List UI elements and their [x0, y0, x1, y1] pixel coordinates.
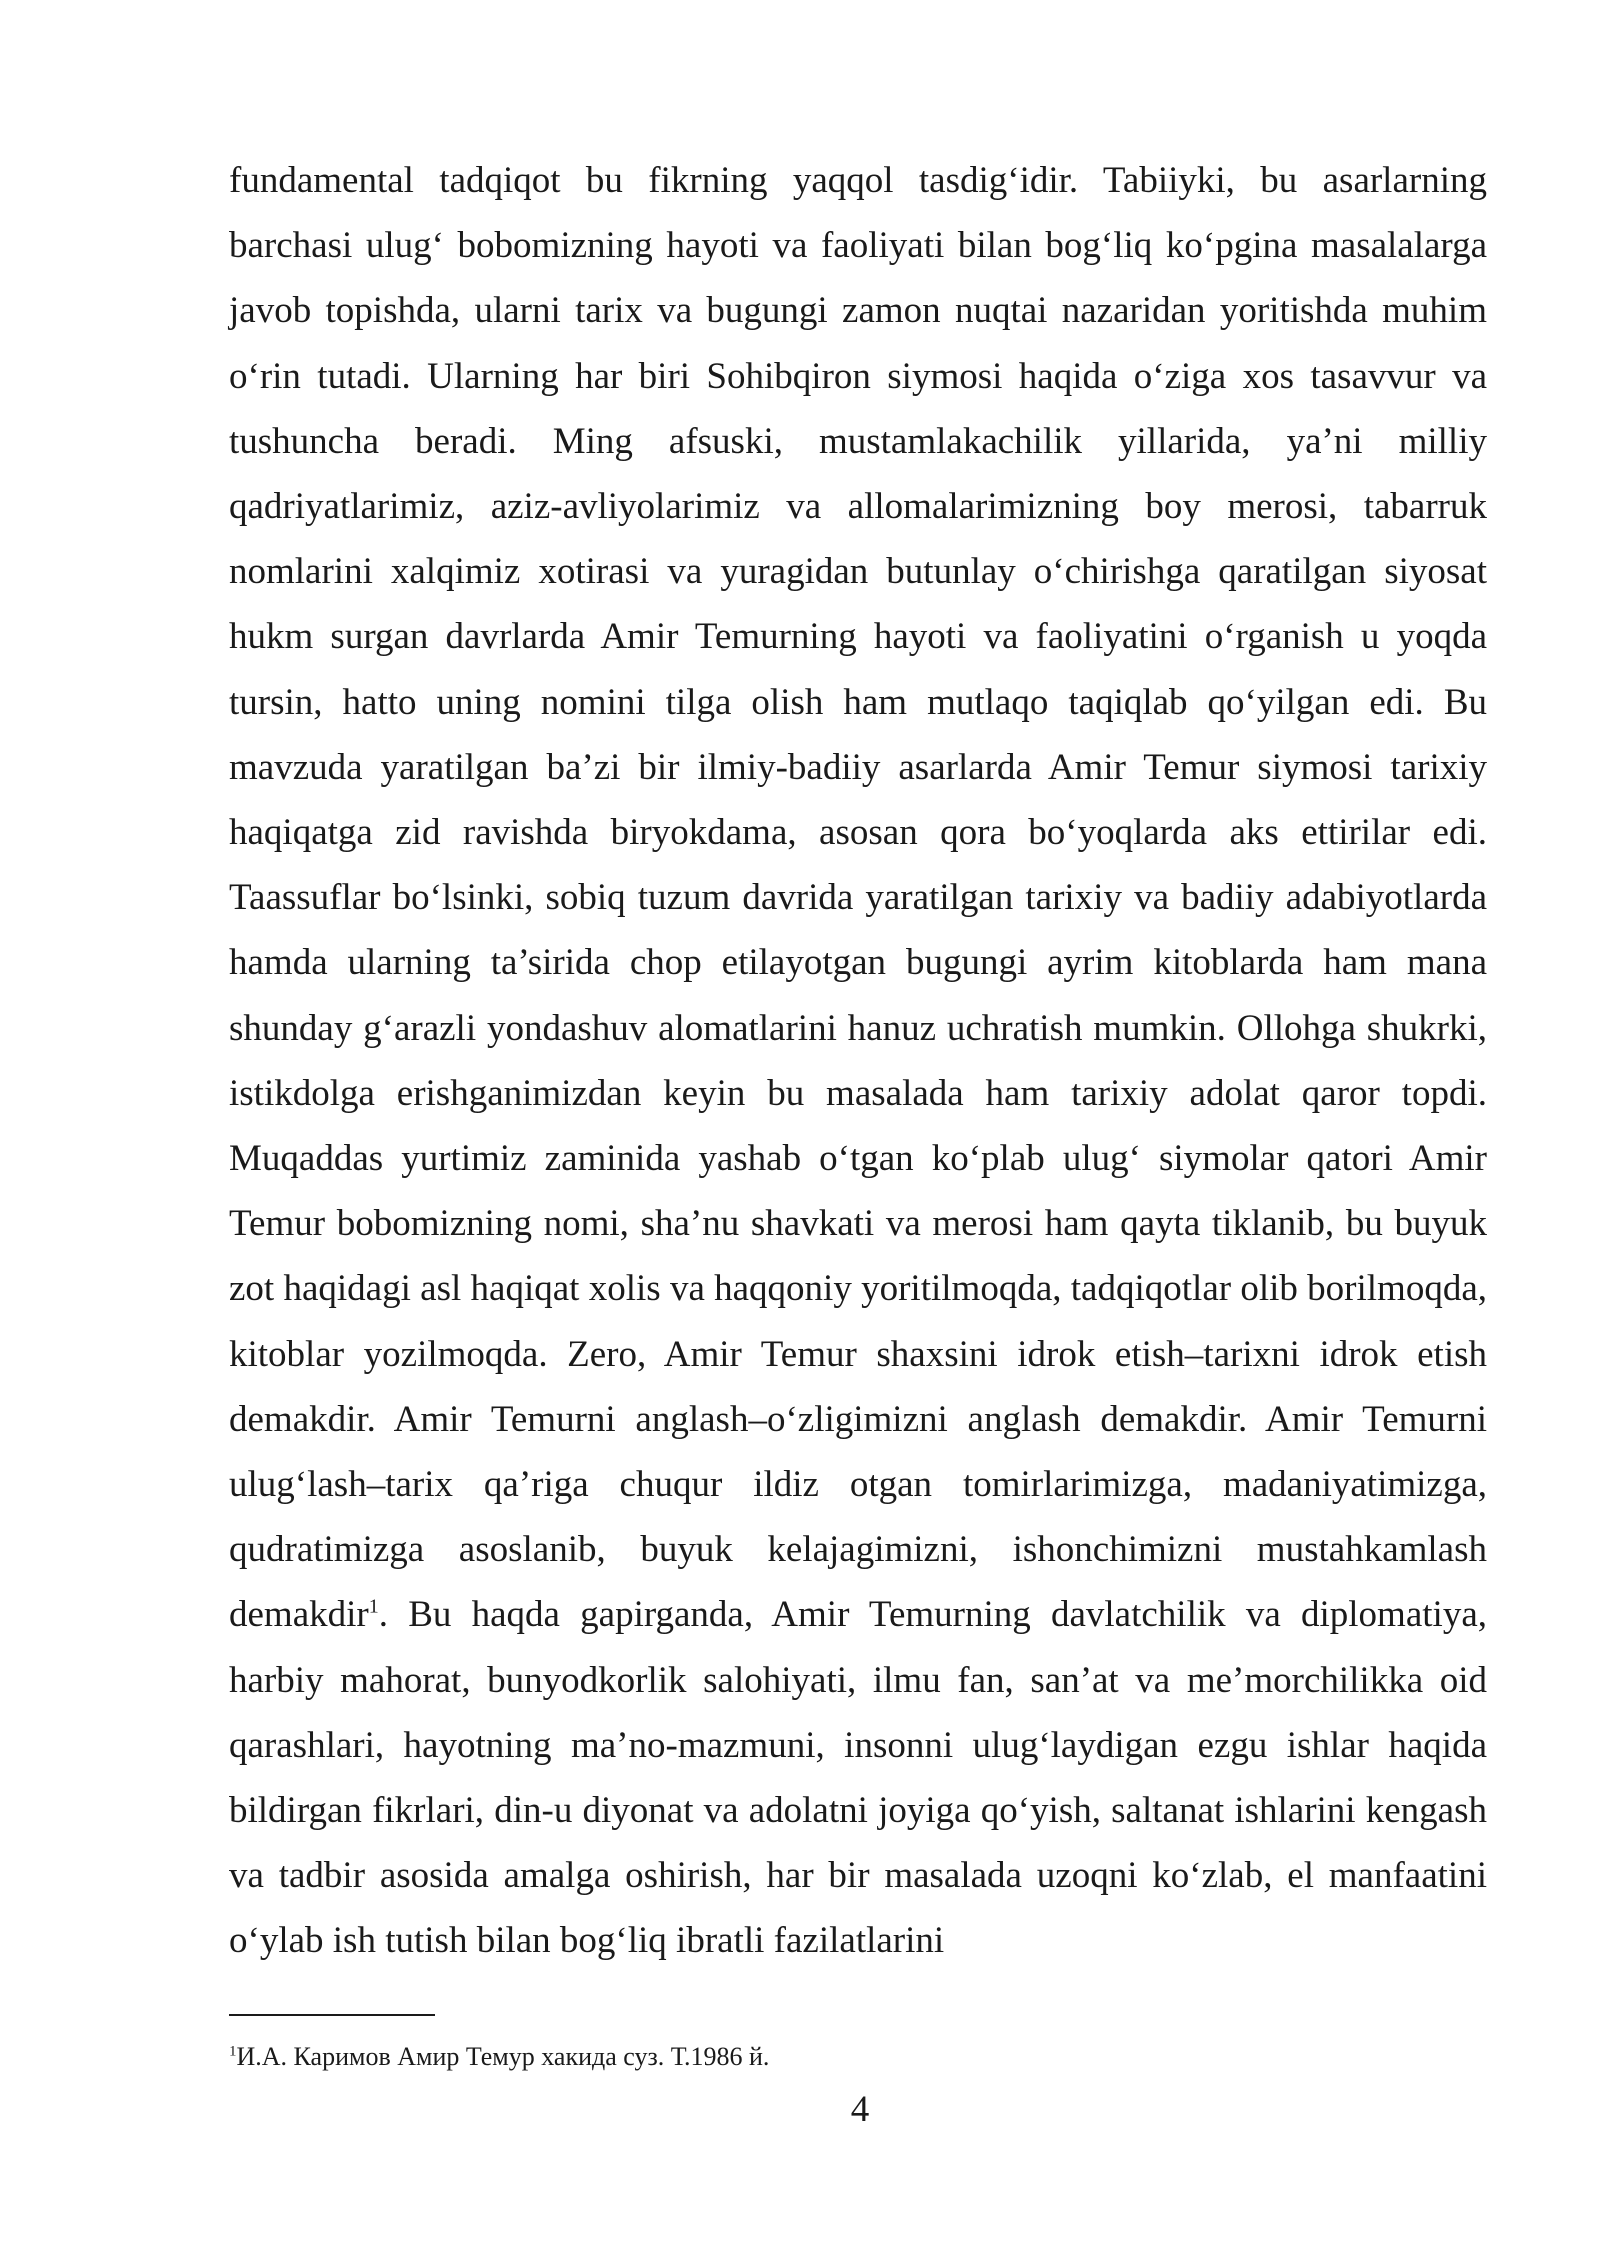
paragraph-text-part-1: fundamental tadqiqot bu fikrning yaqqol tasdig‘idir. Tabiiyki, bu asarlarning barchasi ulug‘ bobomizning hayoti va faoliyati bilan bog‘liq ko‘pgina masalalarga javob topishda, ularni tarix va bugungi zamon nuqtai nazaridan yoritishda muhim o‘rin tutadi. Ularning har biri Sohibqiron siymosi haqida o‘ziga xos tasavvur va tushuncha beradi. Ming afsuski, mustamlakachilik yillarida, ya’ni milliy qadriyatlarimiz, aziz-avliyolarimiz va allomalarimizning boy merosi, tabarruk nomlarini xalqimiz xotirasi va yuragidan butunlay o‘chirishga qaratilgan siyosat hukm surgan davrlarda Amir Temurning hayoti va faoliyatini o‘rganish u yoqda tursin, hatto uning nomini tilga olish ham mutlaqo taqiqlab qo‘yilgan edi. Bu mavzuda yaratilgan ba’zi bir ilmiy-badiiy asarlarda Amir Temur siymosi tarixiy haqiqatga zid ravishda biryokdama, asosan qora bo‘yoqlarda aks ettirilar edi. Taassuflar bo‘lsinki, sobiq tuzum davrida yaratilgan tarixiy va badiiy adabiyotlarda hamda ularning ta’sirida chop etilayotgan bugungi ayrim kitoblarda ham mana shunday g‘arazli yondashuv alomatlarini hanuz uchratish mumkin. Ollohga shukrki, istikdolga erishganimizdan keyin bu masalada ham tarixiy adolat qaror topdi. Muqaddas yurtimiz zaminida yashab o‘tgan ko‘plab ulug‘ siymolar qatori Amir Temur bobomizning nomi, sha’nu shavkati va merosi ham qayta tiklanib, bu buyuk zot haqidagi asl haqiqat xolis va haqqoniy yoritilmoqda, tadqiqotlar olib borilmoqda, kitoblar yozilmoqda. Zero, Amir Temur shaxsini idrok etish–tarixni idrok etish demakdir. Amir Temurni anglash–o‘zligimizni anglash demakdir. Amir Temurni ulug‘lash–tarix qa’riga chuqur ildiz otgan tomirlarimizga, madaniyatimizga, qudratimizga asoslanib, buyuk kelajagimizni, ishonchimizni mustahkamlash demakdir: [229, 160, 1487, 1636]
body-paragraph: [229, 148, 1487, 1974]
paragraph-text-part-2: . Bu haqda gapirganda, Amir Temurning davlatchilik va diplomatiya, harbiy mahorat, bunyodkorlik salohiyati, ilmu fan, san’at va me’morchilikka oid qarashlari, hayotning ma’no-mazmuni, insonni ulug‘laydigan ezgu ishlar haqida bildirgan fikrlari, din-u diyonat va adolatni joyiga qo‘yish, saltanat ishlarini kengash va tadbir asosida amalga oshirish, har bir masalada uzoqni ko‘zlab, el manfaatini o‘ylab ish tutish bilan bog‘liq ibratli fazilatlarini: [229, 1594, 1487, 1962]
page-number: 4: [850, 2089, 870, 2130]
footnote: [229, 2040, 1487, 2074]
footnote-text: И.А. Каримов Амир Темур хакида суз. Т.1986 й.: [236, 2042, 770, 2071]
footnote-separator: [229, 2014, 435, 2016]
footnote-marker: 1: [229, 2043, 237, 2060]
footnote-reference[interactable]: 1: [368, 1596, 379, 1619]
